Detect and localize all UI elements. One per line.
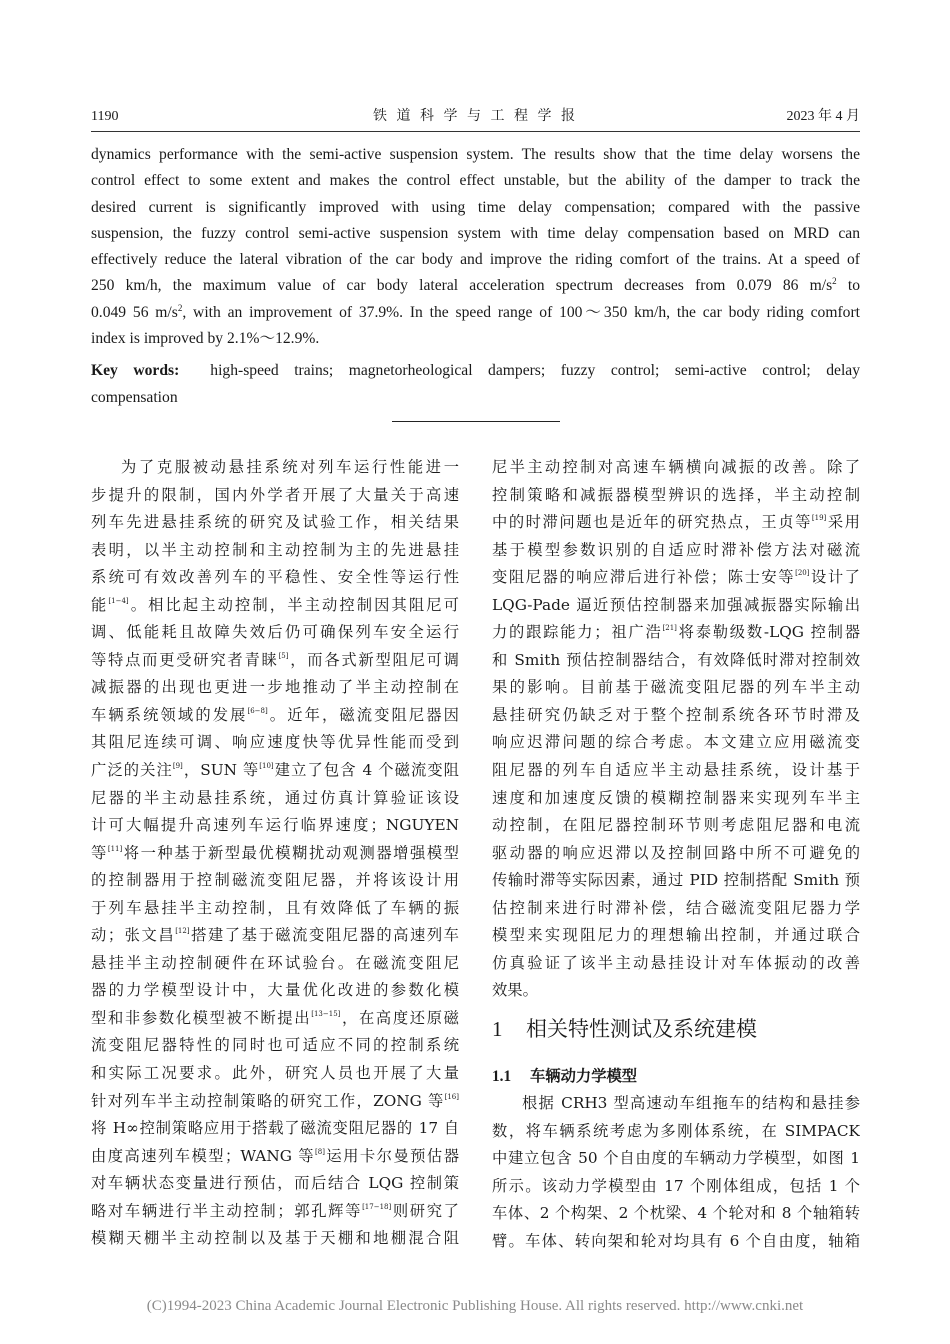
body-line: 计可大幅提升高速列车运行临界速度；NGUYEN	[91, 816, 459, 835]
body-line: 动控制，在阻尼器控制环节则考虑阻尼器和电流	[492, 816, 860, 835]
abstract-line: 0.049 56 $m/s^2$, with an improvement of 37.9%. In the speed range of 100～350 km/h, the car body riding comfort	[91, 302, 860, 321]
citation-ref: [1−4]	[108, 596, 129, 605]
body-line: 其阻尼连续可调、响应速度快等优异性能而受到	[91, 733, 459, 752]
body-line: 中的时滞问题也是近年的研究热点，王贞等[19]采用	[492, 513, 860, 532]
issue-date: 2023 年 4 月	[786, 109, 860, 124]
body-line: 阻尼器的列车自适应半主动悬挂系统，设计基于	[492, 761, 860, 780]
body-line: 广泛的关注[9]，SUN 等[10]建立了包含 4 个磁流变阻	[91, 761, 459, 780]
citation-ref: [9]	[172, 762, 183, 771]
body-line: 对车辆状态变量进行预估，而后结合 LQG 控制策	[91, 1174, 459, 1193]
body-line: 列车先进悬挂系统的研究及试验工作，相关结果	[91, 513, 459, 532]
body-line: 响应迟滞问题的综合考虑。本文建立应用磁流变	[492, 733, 860, 752]
citation-ref: [19]	[811, 514, 827, 523]
abstract-line: desired current is significantly improved with using time delay compensation; compared with the passive	[91, 198, 860, 216]
body-line: 悬挂半主动控制硬件在环试验台。在磁流变阻尼	[91, 953, 459, 972]
body-column-right	[492, 454, 860, 1005]
citation-ref: [8]	[315, 1147, 325, 1156]
body-column-right-continued	[492, 1090, 860, 1255]
body-line: 驱动器的响应迟滞以及控制回路中所不可避免的	[492, 843, 860, 862]
body-line: 等[11]将一种基于新型最优模糊扰动观测器增强模型	[91, 843, 459, 862]
citation-ref: [5]	[278, 651, 289, 660]
body-line: 针对列车半主动控制策略的研究工作，ZONG 等[16]	[91, 1091, 459, 1110]
body-line: 能[1−4]。相比起主动控制，半主动控制因其阻尼可	[91, 595, 459, 614]
body-column-left	[91, 454, 459, 1253]
citation-ref: [16]	[444, 1092, 459, 1101]
body-line: 和 Smith 预估控制器结合，有效降低时滞对控制效	[492, 650, 860, 669]
abstract-line: dynamics performance with the semi-active suspension system. The results show that the time delay worsens the	[91, 146, 860, 163]
subsection-number: 1.1	[492, 1068, 512, 1085]
body-line: 变阻尼器的响应滞后进行补偿；陈士安等[20]设计了	[492, 568, 860, 587]
citation-ref: [11]	[107, 844, 123, 853]
abstract-line: control effect to some extent and makes the control effect unstable, but the ability of the damper to track the	[91, 172, 860, 190]
abstract-line: index is improved by 2.1%～12.9%.	[91, 330, 320, 348]
body-line: 由度高速列车模型；WANG 等[8]运用卡尔曼预估器	[91, 1146, 459, 1165]
body-line: 数，将车辆系统考虑为多刚体系统，在 SIMPACK	[492, 1121, 860, 1140]
body-line: 模型来实现阻尼力的理想输出控制，并通过联合	[492, 926, 860, 945]
body-line: 悬挂研究仍缺乏对于整个控制系统各环节时滞及	[492, 705, 860, 724]
body-line: 传输时滞等实际因素，通过 PID 控制搭配 Smith 预	[492, 871, 860, 890]
body-line: 为了克服被动悬挂系统对列车运行性能进一	[121, 458, 459, 476]
citation-ref: [20]	[795, 569, 810, 578]
english-abstract	[91, 142, 860, 352]
body-line: 系统可有效改善列车的平稳性、安全性等运行性	[91, 568, 459, 587]
body-line: 根据 CRH3 型高速动车组拖车的结构和悬挂参	[522, 1094, 860, 1112]
keywords-line: Key words: high-speed trains; magnetorheological dampers; fuzzy control; semi-active control; delay	[91, 362, 861, 379]
body-line: 尼器的半主动悬挂系统，通过仿真计算验证该设	[91, 788, 459, 807]
keywords	[91, 357, 860, 411]
citation-ref: [13−15]	[311, 1009, 341, 1018]
running-header	[91, 106, 860, 128]
body-line: 流变阻尼器特性的同时也可适应不同的控制系统	[91, 1036, 459, 1055]
body-line: 车辆系统领域的发展[6−8]。近年，磁流变阻尼器因	[91, 705, 459, 724]
body-line: 表明，以半主动控制和主动控制为主的先进悬挂	[91, 540, 459, 559]
copyright-footer: (C)1994-2023 China Academic Journal Electronic Publishing House. All rights reserved. http://www.cnki.net	[146, 1298, 804, 1314]
page-number: 1190	[91, 109, 119, 124]
abstract-line: 250 km/h, the maximum value of car body lateral acceleration spectrum decreases from 0.079 86 $m/s^2$ to	[91, 276, 860, 295]
keywords-line: compensation	[91, 389, 178, 406]
body-line: 将 H∞控制策略应用于搭载了磁流变阻尼器的 17 自	[91, 1119, 459, 1138]
body-line: 所示。该动力学模型由 17 个刚体组成，包括 1 个	[492, 1176, 860, 1195]
body-line: 估控制来进行时滞补偿，结合磁流变阻尼器力学	[492, 898, 860, 917]
body-line: 型和非参数化模型被不断提出[13−15]，在高度还原磁	[91, 1008, 459, 1027]
body-line: 调、低能耗且故障失效后仍可确保列车安全运行	[91, 623, 459, 642]
body-line: 基于模型参数识别的自适应时滞补偿方法对磁流	[492, 540, 860, 559]
keywords-label: Key words:	[91, 362, 180, 379]
subsection-title: 车辆动力学模型	[530, 1067, 638, 1085]
abstract-line: effectively reduce the lateral vibration of the car body and improve the riding comfort of the trains. At a speed of	[91, 251, 860, 269]
section-number: 1	[492, 1017, 503, 1041]
body-line: 车体、2 个构架、2 个枕梁、4 个轮对和 8 个轴箱转	[492, 1204, 860, 1223]
abstract-line: suspension, the fuzzy control semi-active suspension system with time delay compensation based on MRD can	[91, 224, 860, 242]
body-line: 模糊天棚半主动控制以及基于天棚和地棚混合阻	[91, 1229, 459, 1248]
body-line: 效果。	[492, 981, 538, 1000]
body-line: 器的力学模型设计中，大量优化改进的参数化模	[91, 981, 459, 1000]
body-line: 步提升的限制，国内外学者开展了大量关于高速	[91, 485, 459, 504]
citation-ref: [21]	[662, 624, 677, 633]
body-line: 和实际工况要求。此外，研究人员也开展了大量	[91, 1064, 459, 1083]
citation-ref: [12]	[175, 927, 190, 936]
body-line: 于列车悬挂半主动控制，且有效降低了车辆的振	[91, 898, 459, 917]
citation-ref: [17−18]	[362, 1202, 392, 1211]
body-line: 减振器的出现也更进一步地推动了半主动控制在	[91, 678, 459, 697]
section-title: 相关特性测试及系统建模	[526, 1017, 757, 1041]
journal-title: 铁 道 科 学 与 工 程 学 报	[373, 109, 578, 124]
body-line: 臂。车体、转向架和轮对均具有 6 个自由度，轴箱	[492, 1231, 860, 1250]
body-line: 力的跟踪能力；祖广浩[21]将泰勒级数-LQG 控制器	[492, 623, 860, 642]
body-line: 等特点而更受研究者青睐[5]，而各式新型阻尼可调	[91, 650, 459, 669]
citation-ref: [6−8]	[247, 706, 268, 715]
body-line: 果的影响。目前基于磁流变阻尼器的列车半主动	[492, 678, 860, 697]
section-heading	[492, 1012, 860, 1046]
body-line: LQG-Pade 逼近预估控制器来加强减振器实际输出	[492, 595, 860, 614]
abstract-separator	[392, 421, 560, 422]
citation-ref: [10]	[259, 762, 274, 771]
body-line: 尼半主动控制对高速车辆横向减振的改善。除了	[492, 458, 860, 476]
body-line: 略对车辆进行半主动控制；郭孔辉等[17−18]则研究了	[91, 1201, 459, 1220]
body-line: 仿真验证了该半主动悬挂设计对车体振动的改善	[492, 953, 860, 972]
body-line: 中建立包含 50 个自由度的车辆动力学模型，如图 1	[492, 1149, 860, 1168]
body-line: 速度和加速度反馈的模糊控制器来实现列车半主	[492, 788, 860, 807]
body-line: 控制策略和减振器模型辨识的选择，半主动控制	[492, 485, 860, 504]
header-rule	[91, 131, 860, 132]
body-line: 动；张文昌[12]搭建了基于磁流变阻尼器的高速列车	[91, 926, 459, 945]
subsection-heading	[492, 1063, 860, 1090]
body-line: 的控制器用于控制磁流变阻尼器，并将该设计用	[91, 871, 459, 890]
